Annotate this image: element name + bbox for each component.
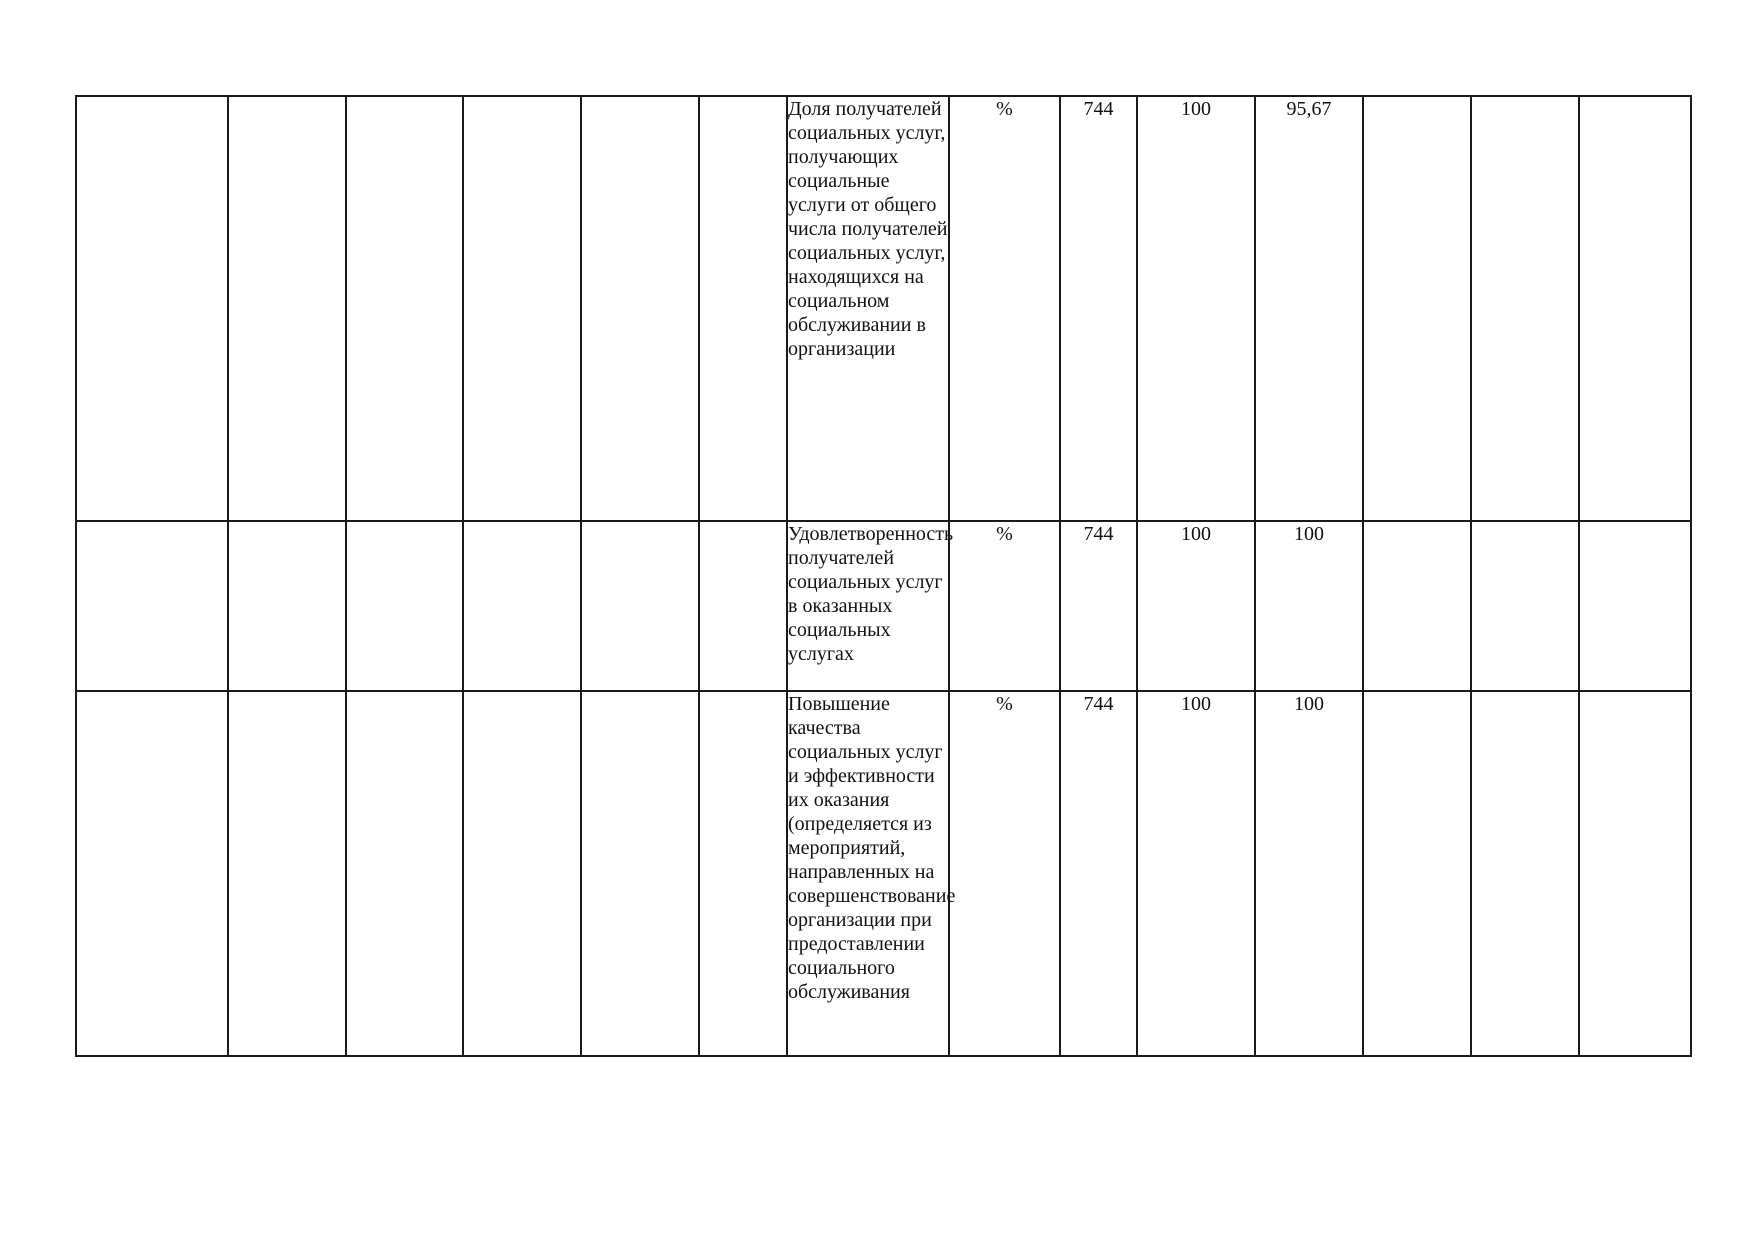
empty-cell (581, 691, 699, 1056)
empty-cell (463, 96, 581, 521)
empty-cell (76, 521, 228, 691)
empty-cell (1471, 521, 1579, 691)
empty-cell (228, 521, 346, 691)
indicators-table (75, 95, 1692, 1057)
planned-value-cell: 100 (1137, 521, 1255, 691)
planned-value-cell: 100 (1137, 691, 1255, 1056)
empty-cell (1471, 96, 1579, 521)
indicator-name-cell: Удовлетворенность получателей социальных услуг в оказанных социальных услугах (787, 521, 949, 691)
empty-cell (346, 521, 463, 691)
unit-cell: % (949, 521, 1060, 691)
unit-cell: % (949, 691, 1060, 1056)
unit-cell: % (949, 96, 1060, 521)
empty-cell (581, 96, 699, 521)
actual-value-cell: 95,67 (1255, 96, 1363, 521)
empty-cell (699, 521, 787, 691)
empty-cell (228, 691, 346, 1056)
empty-cell (76, 96, 228, 521)
empty-cell (228, 96, 346, 521)
empty-cell (1363, 691, 1471, 1056)
unit-code-cell: 744 (1060, 691, 1137, 1056)
empty-cell (346, 96, 463, 521)
empty-cell (346, 691, 463, 1056)
actual-value-cell: 100 (1255, 691, 1363, 1056)
empty-cell (1471, 691, 1579, 1056)
empty-cell (76, 691, 228, 1056)
empty-cell (1579, 96, 1691, 521)
empty-cell (699, 96, 787, 521)
empty-cell (1579, 521, 1691, 691)
table-row (76, 521, 1691, 691)
empty-cell (699, 691, 787, 1056)
empty-cell (1579, 691, 1691, 1056)
actual-value-cell: 100 (1255, 521, 1363, 691)
empty-cell (581, 521, 699, 691)
empty-cell (1363, 96, 1471, 521)
empty-cell (1363, 521, 1471, 691)
indicator-name-cell: Доля получателей социальных услуг, получающих социальные услуги от общего числа получателей социальных услуг, находящихся на социальном обслуживании в организации (787, 96, 949, 521)
indicator-name-cell: Повышение качества социальных услуг и эффективности их оказания (определяется из мероприятий, направленных на совершенствование организации при предоставлении социального обслуживания (787, 691, 949, 1056)
unit-code-cell: 744 (1060, 96, 1137, 521)
planned-value-cell: 100 (1137, 96, 1255, 521)
table-row (76, 96, 1691, 521)
table-row (76, 691, 1691, 1056)
unit-code-cell: 744 (1060, 521, 1137, 691)
empty-cell (463, 521, 581, 691)
empty-cell (463, 691, 581, 1056)
